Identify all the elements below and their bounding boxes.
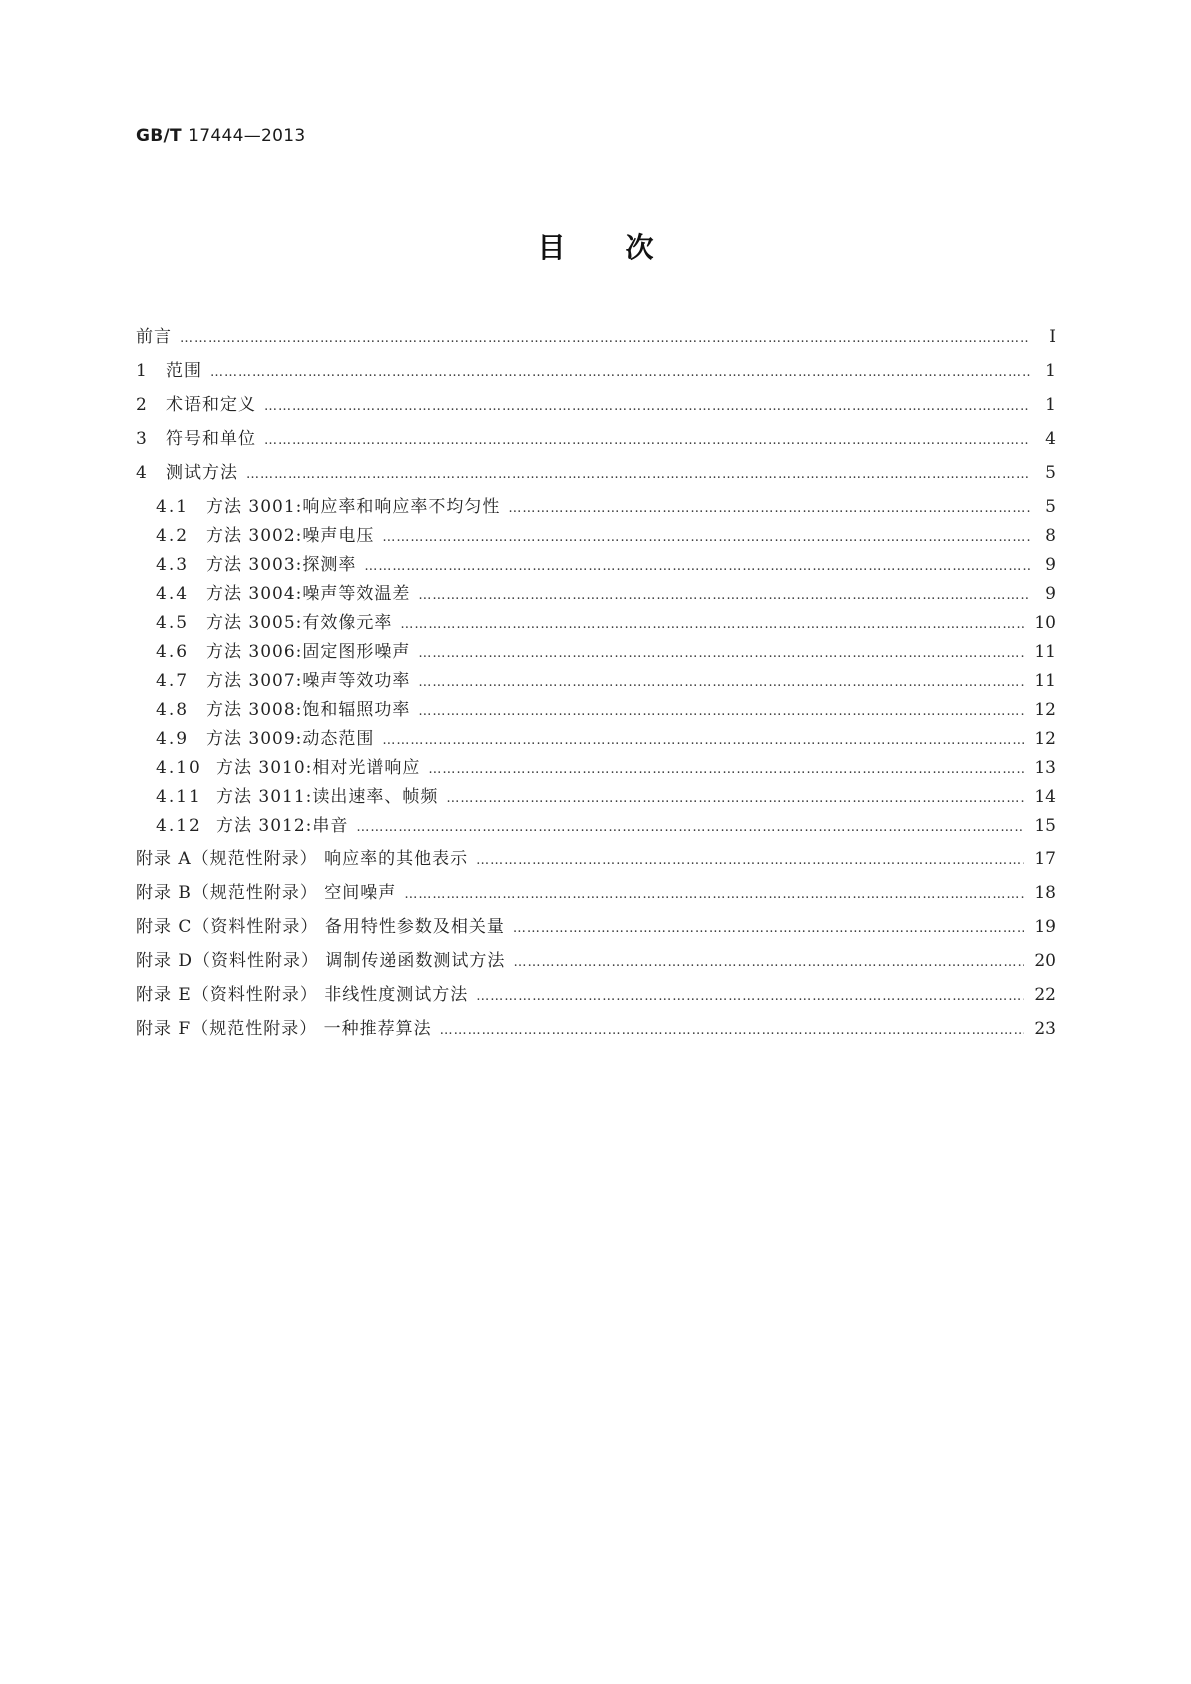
toc-label [136, 326, 172, 348]
toc-number: 4.7 [156, 671, 190, 691]
toc-entry-4-11[interactable] [156, 786, 1056, 810]
toc-leader [446, 788, 1024, 810]
toc-number: 4.4 [156, 584, 190, 604]
toc-page-number: 9 [1045, 584, 1056, 604]
toc-label [156, 525, 374, 547]
toc-leader [513, 918, 1025, 940]
toc-text: 方法 3004:噪声等效温差 [206, 584, 411, 604]
toc-entry-2[interactable] [136, 394, 1056, 418]
toc-number: 4.10 [156, 758, 202, 778]
toc-number: 4.12 [156, 816, 202, 836]
toc-text: 方法 3009:动态范围 [206, 729, 375, 749]
toc-leader [264, 430, 1030, 452]
toc-leader [356, 817, 1024, 839]
toc-page-number: 10 [1034, 613, 1056, 633]
toc-entry-appendix-f[interactable] [136, 1018, 1056, 1042]
toc-entry-4-12[interactable] [156, 815, 1056, 839]
toc-leader [440, 1020, 1025, 1042]
toc-text: 方法 3011:读出速率、帧频 [216, 787, 439, 807]
toc-page-number: 12 [1034, 729, 1056, 749]
toc-page-number: 5 [1045, 497, 1056, 517]
toc-label [156, 554, 356, 576]
toc-text: 方法 3001:响应率和响应率不均匀性 [206, 497, 501, 517]
toc-page-number: 11 [1034, 671, 1056, 691]
toc-label [156, 641, 410, 663]
toc-entry-appendix-e[interactable] [136, 984, 1056, 1008]
toc-text: 方法 3007:噪声等效功率 [206, 671, 411, 691]
toc-label [136, 916, 505, 938]
toc-page-number: 4 [1045, 429, 1056, 449]
toc-label [156, 612, 392, 634]
toc-page-number: 13 [1034, 758, 1056, 778]
toc-text: 范围 [166, 361, 202, 381]
toc-page-number: 19 [1034, 917, 1056, 937]
toc-label [136, 950, 505, 972]
standard-number: 17444—2013 [188, 126, 306, 146]
toc-text: 符号和单位 [166, 429, 256, 449]
toc-leader [418, 585, 1030, 607]
toc-page-number: 14 [1034, 787, 1056, 807]
toc-label [156, 728, 374, 750]
toc-text: 测试方法 [166, 463, 238, 483]
toc-label [156, 757, 420, 779]
toc-leader [364, 556, 1030, 578]
toc-number: 4.3 [156, 555, 190, 575]
toc-leader [476, 986, 1024, 1008]
toc-page-number: 22 [1034, 985, 1056, 1005]
toc-text: 附录 B（规范性附录） 空间噪声 [136, 883, 397, 903]
standard-prefix: GB/T [136, 126, 182, 146]
toc-number: 2 [136, 395, 148, 415]
toc-label [136, 462, 238, 484]
toc-page-number: 1 [1045, 361, 1056, 381]
toc-leader [404, 884, 1024, 906]
toc-label [136, 882, 396, 904]
toc-entry-4-10[interactable] [156, 757, 1056, 781]
toc-leader [418, 701, 1024, 723]
toc-leader [476, 850, 1024, 872]
toc-text: 术语和定义 [166, 395, 256, 415]
toc-leader [246, 464, 1030, 486]
toc-label [156, 699, 410, 721]
toc-entry-4-8[interactable] [156, 699, 1056, 723]
toc-leader [382, 527, 1030, 549]
toc-page-number: 5 [1045, 463, 1056, 483]
toc-text: 附录 C（资料性附录） 备用特性参数及相关量 [136, 917, 505, 937]
toc-page-number: 11 [1034, 642, 1056, 662]
toc-page-number: 1 [1045, 395, 1056, 415]
toc-text: 方法 3012:串音 [216, 816, 349, 836]
toc-number: 4.5 [156, 613, 190, 633]
toc-leader [264, 396, 1030, 418]
toc-page-number: 12 [1034, 700, 1056, 720]
toc-number: 1 [136, 361, 148, 381]
toc-text: 附录 E（资料性附录） 非线性度测试方法 [136, 985, 469, 1005]
toc-entry-appendix-a[interactable] [136, 848, 1056, 872]
toc-page-number: 18 [1034, 883, 1056, 903]
toc-entry-appendix-d[interactable] [136, 950, 1056, 974]
toc-number: 4.11 [156, 787, 202, 807]
toc-number: 4 [136, 463, 148, 483]
toc-leader [180, 328, 1030, 350]
toc-number: 4.9 [156, 729, 190, 749]
toc-text: 附录 F（规范性附录） 一种推荐算法 [136, 1019, 432, 1039]
toc-page-number: 17 [1034, 849, 1056, 869]
toc-number: 3 [136, 429, 148, 449]
toc-entry-4-5[interactable] [156, 612, 1056, 636]
toc-leader [418, 672, 1024, 694]
toc-page-number: Ⅰ [1049, 327, 1056, 347]
toc-number: 4.2 [156, 526, 190, 546]
toc-page-number: 9 [1045, 555, 1056, 575]
toc-page-number: 20 [1034, 951, 1056, 971]
toc-leader [428, 759, 1024, 781]
toc-entry-1[interactable] [136, 360, 1056, 384]
toc-label [136, 848, 468, 870]
toc-entry-preface[interactable] [136, 326, 1056, 350]
toc-page-number: 8 [1045, 526, 1056, 546]
toc-entry-4-4[interactable] [156, 583, 1056, 607]
toc-text: 方法 3005:有效像元率 [206, 613, 393, 633]
toc-number: 4.8 [156, 700, 190, 720]
toc-label [136, 394, 256, 416]
toc-entry-appendix-c[interactable] [136, 916, 1056, 940]
toc-label [136, 1018, 432, 1040]
toc-label [156, 670, 410, 692]
toc-label [156, 815, 348, 837]
toc-text: 方法 3010:相对光谱响应 [216, 758, 421, 778]
standard-code [136, 126, 305, 146]
toc-entry-4[interactable] [136, 462, 1056, 486]
toc-leader [513, 952, 1024, 974]
toc-label [136, 984, 468, 1006]
toc-text: 方法 3006:固定图形噪声 [206, 642, 411, 662]
toc-entry-4-9[interactable] [156, 728, 1056, 752]
toc-page-number: 15 [1034, 816, 1056, 836]
toc-label [156, 496, 500, 518]
toc-text: 附录 D（资料性附录） 调制传递函数测试方法 [136, 951, 506, 971]
toc-entry-4-3[interactable] [156, 554, 1056, 578]
toc-text: 方法 3003:探测率 [206, 555, 357, 575]
toc-entry-4-6[interactable] [156, 641, 1056, 665]
toc-text: 方法 3002:噪声电压 [206, 526, 375, 546]
toc-entry-appendix-b[interactable] [136, 882, 1056, 906]
toc-leader [210, 362, 1030, 384]
toc-number: 4.6 [156, 642, 190, 662]
toc-text: 方法 3008:饱和辐照功率 [206, 700, 411, 720]
toc-number: 4.1 [156, 497, 190, 517]
toc-label [156, 786, 438, 808]
toc-leader [382, 730, 1024, 752]
toc-text: 附录 A（规范性附录） 响应率的其他表示 [136, 849, 469, 869]
toc-leader [400, 614, 1024, 636]
toc-entry-4-1[interactable] [156, 496, 1056, 520]
toc-text: 前言 [136, 327, 172, 347]
toc-leader [508, 498, 1030, 520]
toc-label [136, 360, 202, 382]
toc-label [156, 583, 410, 605]
toc-label [136, 428, 256, 450]
page-title: 目次 [537, 231, 714, 264]
toc-entry-4-7[interactable] [156, 670, 1056, 694]
toc-page-number: 23 [1034, 1019, 1056, 1039]
toc-entry-4-2[interactable] [156, 525, 1056, 549]
toc-leader [418, 643, 1024, 665]
toc-entry-3[interactable] [136, 428, 1056, 452]
